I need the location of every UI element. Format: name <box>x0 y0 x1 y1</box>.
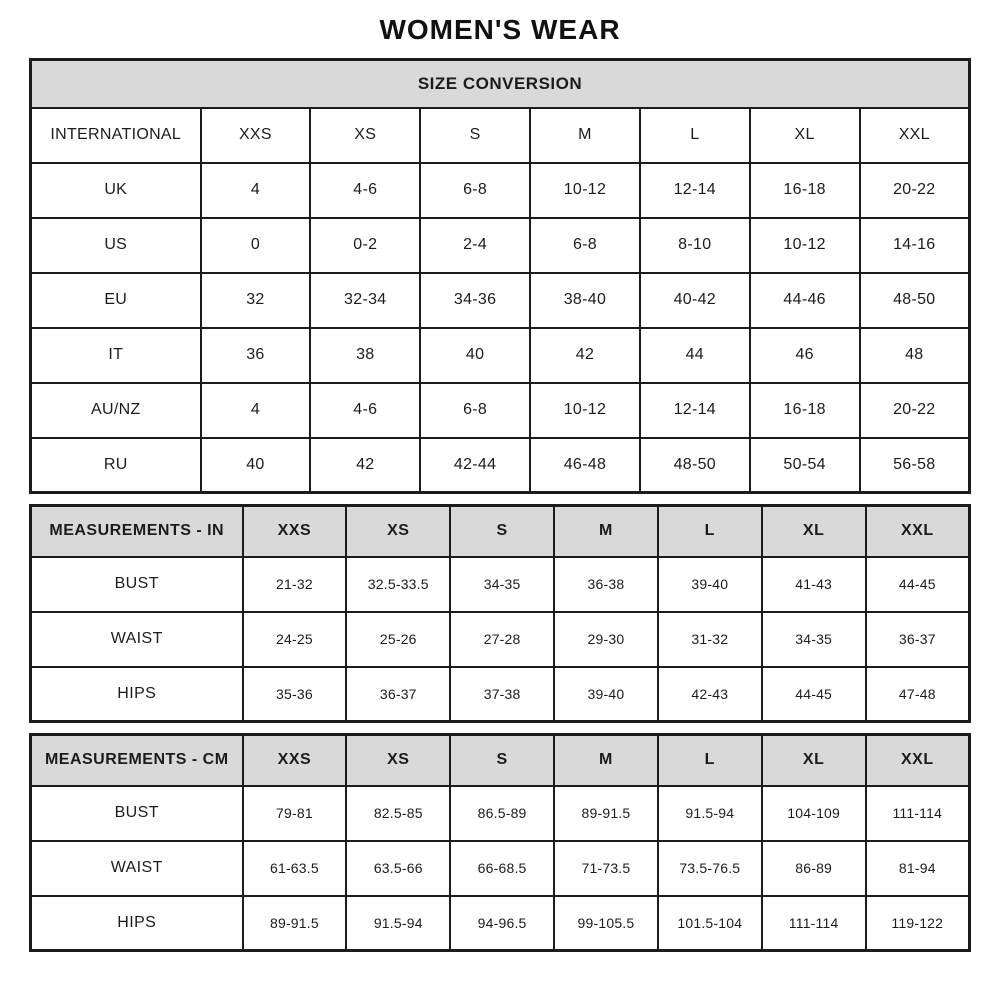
size-value: 20-22 <box>860 163 970 218</box>
table-row <box>31 557 970 612</box>
measurements-cm-table <box>29 733 971 952</box>
table-row <box>31 841 970 896</box>
size-value: 0 <box>201 218 311 273</box>
page-title: WOMEN'S WEAR <box>379 14 621 45</box>
col-header-s: S <box>420 108 530 163</box>
col-header-xl: XL <box>762 735 866 786</box>
measurement-value: 34-35 <box>450 557 554 612</box>
row-label: EU <box>31 273 201 328</box>
measurements-in-table <box>29 504 971 723</box>
measurement-value: 44-45 <box>762 667 866 722</box>
col-header-l: L <box>658 506 762 557</box>
row-label: UK <box>31 163 201 218</box>
row-label: WAIST <box>31 612 243 667</box>
size-value: 4-6 <box>310 383 420 438</box>
col-header-xxl: XXL <box>866 506 970 557</box>
size-value: 38 <box>310 328 420 383</box>
size-value: 16-18 <box>750 163 860 218</box>
size-value: 4 <box>201 163 311 218</box>
measurement-value: 111-114 <box>762 896 866 951</box>
size-value: 6-8 <box>420 163 530 218</box>
size-value: 2-4 <box>420 218 530 273</box>
measurement-value: 71-73.5 <box>554 841 658 896</box>
size-value: 46-48 <box>530 438 640 493</box>
measurement-value: 32.5-33.5 <box>346 557 450 612</box>
size-value: 16-18 <box>750 383 860 438</box>
table-row <box>31 163 970 218</box>
size-value: 4-6 <box>310 163 420 218</box>
table-row <box>31 438 970 493</box>
measurement-value: 111-114 <box>866 786 970 841</box>
measurement-value: 41-43 <box>762 557 866 612</box>
measurement-value: 35-36 <box>243 667 347 722</box>
table-row <box>31 273 970 328</box>
measurement-value: 99-105.5 <box>554 896 658 951</box>
col-header-xl: XL <box>750 108 860 163</box>
table-header-row <box>31 506 970 557</box>
table-row <box>31 328 970 383</box>
measurement-value: 39-40 <box>554 667 658 722</box>
col-header-xxs: XXS <box>243 735 347 786</box>
size-value: 0-2 <box>310 218 420 273</box>
table-title: MEASUREMENTS - IN <box>31 506 243 557</box>
measurement-value: 86-89 <box>762 841 866 896</box>
size-value: 48-50 <box>640 438 750 493</box>
measurement-value: 63.5-66 <box>346 841 450 896</box>
size-value: 50-54 <box>750 438 860 493</box>
size-value: 10-12 <box>530 163 640 218</box>
size-value: 42 <box>530 328 640 383</box>
measurement-value: 101.5-104 <box>658 896 762 951</box>
size-value: 56-58 <box>860 438 970 493</box>
size-value: 12-14 <box>640 163 750 218</box>
measurement-value: 34-35 <box>762 612 866 667</box>
size-conversion-table <box>29 58 971 494</box>
size-value: 46 <box>750 328 860 383</box>
measurement-value: 36-38 <box>554 557 658 612</box>
measurement-value: 81-94 <box>866 841 970 896</box>
measurement-value: 31-32 <box>658 612 762 667</box>
measurement-value: 91.5-94 <box>346 896 450 951</box>
col-header-xxl: XXL <box>860 108 970 163</box>
col-header-s: S <box>450 735 554 786</box>
size-value: 40 <box>420 328 530 383</box>
size-value: 6-8 <box>530 218 640 273</box>
measurement-value: 104-109 <box>762 786 866 841</box>
measurement-value: 36-37 <box>866 612 970 667</box>
size-value: 10-12 <box>530 383 640 438</box>
measurement-value: 89-91.5 <box>554 786 658 841</box>
table-row <box>31 612 970 667</box>
size-value: 44 <box>640 328 750 383</box>
size-value: 6-8 <box>420 383 530 438</box>
col-header-international: INTERNATIONAL <box>31 108 201 163</box>
table-row <box>31 383 970 438</box>
row-label: HIPS <box>31 667 243 722</box>
row-label: IT <box>31 328 201 383</box>
size-value: 12-14 <box>640 383 750 438</box>
size-value: 32 <box>201 273 311 328</box>
size-value: 34-36 <box>420 273 530 328</box>
size-value: 36 <box>201 328 311 383</box>
measurement-value: 25-26 <box>346 612 450 667</box>
col-header-m: M <box>530 108 640 163</box>
table-row <box>31 108 970 163</box>
measurement-value: 39-40 <box>658 557 762 612</box>
measurement-value: 91.5-94 <box>658 786 762 841</box>
measurement-value: 29-30 <box>554 612 658 667</box>
measurement-value: 36-37 <box>346 667 450 722</box>
size-value: 40 <box>201 438 311 493</box>
size-value: 42 <box>310 438 420 493</box>
size-value: 38-40 <box>530 273 640 328</box>
col-header-xs: XS <box>346 735 450 786</box>
measurement-value: 89-91.5 <box>243 896 347 951</box>
col-header-xxs: XXS <box>201 108 311 163</box>
row-label: BUST <box>31 786 243 841</box>
size-value: 48-50 <box>860 273 970 328</box>
row-label: AU/NZ <box>31 383 201 438</box>
table-title: MEASUREMENTS - CM <box>31 735 243 786</box>
measurement-value: 79-81 <box>243 786 347 841</box>
measurement-value: 27-28 <box>450 612 554 667</box>
measurement-value: 73.5-76.5 <box>658 841 762 896</box>
measurement-value: 44-45 <box>866 557 970 612</box>
measurement-value: 21-32 <box>243 557 347 612</box>
table-row <box>31 896 970 951</box>
size-value: 48 <box>860 328 970 383</box>
table-row <box>31 786 970 841</box>
table-row <box>31 667 970 722</box>
col-header-s: S <box>450 506 554 557</box>
col-header-m: M <box>554 506 658 557</box>
table-row <box>31 218 970 273</box>
measurement-value: 42-43 <box>658 667 762 722</box>
size-value: 40-42 <box>640 273 750 328</box>
size-value: 8-10 <box>640 218 750 273</box>
row-label: WAIST <box>31 841 243 896</box>
row-label: BUST <box>31 557 243 612</box>
table-title: SIZE CONVERSION <box>31 60 970 108</box>
table-header-row <box>31 735 970 786</box>
row-label: US <box>31 218 201 273</box>
size-value: 10-12 <box>750 218 860 273</box>
col-header-xl: XL <box>762 506 866 557</box>
col-header-xxl: XXL <box>866 735 970 786</box>
col-header-l: L <box>640 108 750 163</box>
table-title-row <box>31 60 970 108</box>
size-value: 14-16 <box>860 218 970 273</box>
measurement-value: 119-122 <box>866 896 970 951</box>
col-header-xxs: XXS <box>243 506 347 557</box>
size-value: 44-46 <box>750 273 860 328</box>
measurement-value: 47-48 <box>866 667 970 722</box>
size-value: 42-44 <box>420 438 530 493</box>
measurement-value: 37-38 <box>450 667 554 722</box>
measurement-value: 66-68.5 <box>450 841 554 896</box>
row-label: RU <box>31 438 201 493</box>
measurement-value: 82.5-85 <box>346 786 450 841</box>
measurement-value: 24-25 <box>243 612 347 667</box>
row-label: HIPS <box>31 896 243 951</box>
col-header-xs: XS <box>310 108 420 163</box>
size-value: 20-22 <box>860 383 970 438</box>
col-header-m: M <box>554 735 658 786</box>
col-header-xs: XS <box>346 506 450 557</box>
measurement-value: 61-63.5 <box>243 841 347 896</box>
measurement-value: 86.5-89 <box>450 786 554 841</box>
size-value: 32-34 <box>310 273 420 328</box>
col-header-l: L <box>658 735 762 786</box>
measurement-value: 94-96.5 <box>450 896 554 951</box>
size-value: 4 <box>201 383 311 438</box>
